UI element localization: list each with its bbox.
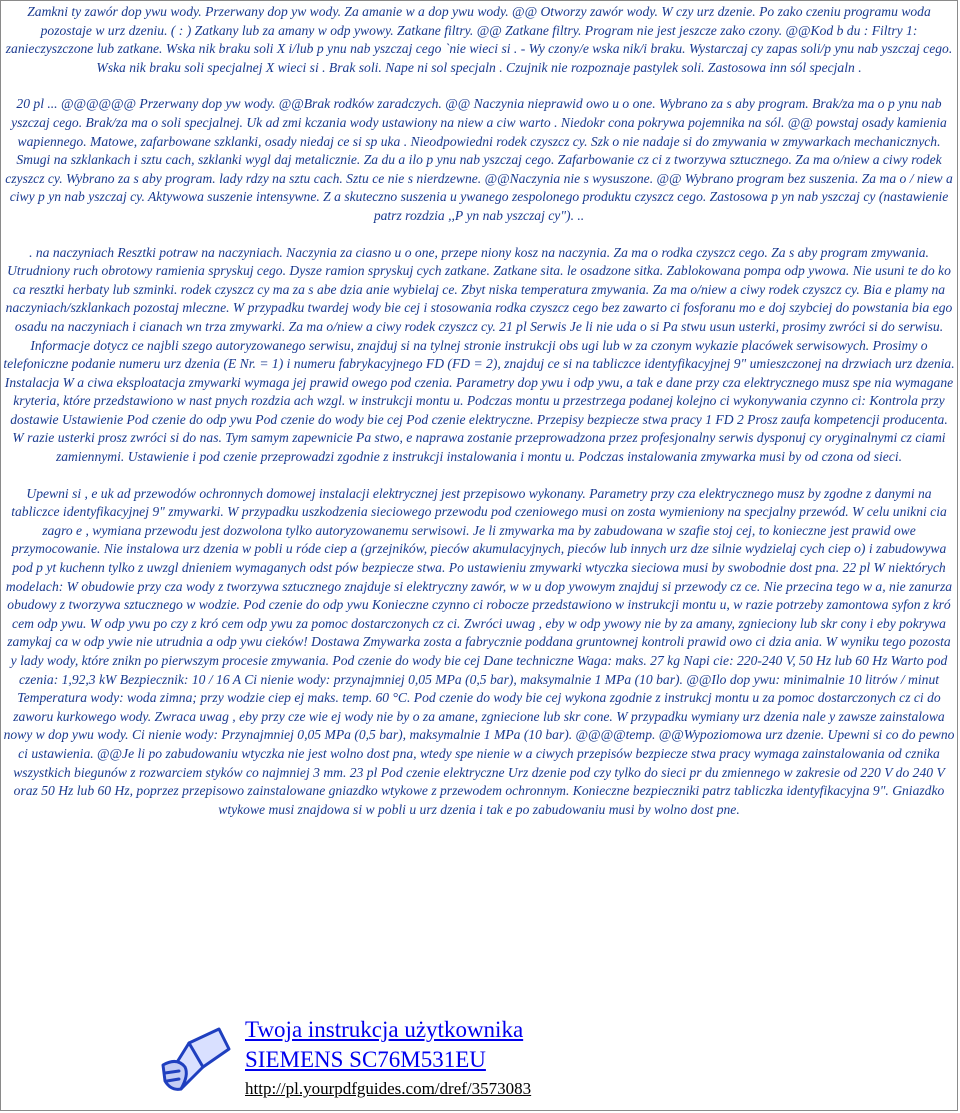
document-body xyxy=(1,1,957,819)
paragraph-service-installation: . na naczyniach Resztki potraw na naczyniach. Naczynia za ciasno u o one, przepe niony kosz na naczynia. Za ma o rodka czyszcz cego. Za s aby program zmywania. Utrudniony ruch obrotowy ramienia spryskuj cego. Dysze ramion spryskuj cych zatkane. Zatkane sita. le osadzone sitka. Zablokowana pompa odp ywowa. Nie usuni te do ko ca resztki herbaty lub szminki. rodek czyszcz cy ma za s abe dzia anie wybielaj ce. Zbyt niska temperatura zmywania. Za ma o/niew a ciwy rodek czyszcz cy. Bia e plamy na naczyniach/szklankach pozostaj mleczne. W przypadku twardej wody bie cej i stosowania rodka czyszcz cego bez zawarto ci fosforanu mo e doj szybciej do powstania bia ego osadu na naczyniach i cianach wn trza zmywarki. Za ma o/niew a ciwy rodek czyszcz cy. 21 pl Serwis Je li nie uda o si Pa stwu usun usterki, prosimy zwróci si do serwisu. Informacje dotycz ce najbli szego autoryzowanego serwisu, znajduj si na tylnej stronie instrukcji obs ugi lub w za czonym wykazie placówek serwisowych. Prosimy o telefoniczne podanie numeru urz dzenia (E Nr. = 1) i numeru fabrykacyjnego FD (FD = 2), znajduj ce si na tabliczce identyfikacyjnej 9" umieszczonej na drzwiach urz dzenia. Instalacja W a ciwa eksploatacja zmywarki wymaga jej prawid owego pod czenia. Parametry dop ywu i odp ywu, a tak e dane przy cza elektrycznego musz spe nia wymagane kryteria, które przedstawiono w nast pnych rozdzia ach wzgl. w instrukcji montu u. Podczas montu u przestrzega podanej kolejno ci wykonywania czynno ci: Kontrola przy dostawie Ustawienie Pod czenie do odp ywu Pod czenie do wody bie cej Pod czenie elektryczne. Przepisy bezpiecze stwa pracy 1 FD 2 Prosz zaufa kompetencji producenta. W razie usterki prosz zwróci si do nas. Tym samym zapewnicie Pa stwo, e naprawa zostanie przeprowadzona przez profesjonalny serwis dysponuj cy oryginalnymi cz ciami zamiennymi. Ustawienie i pod czenie przeprowadzi zgodnie z instrukcji instalowania i montu u. Podczas instalowania zmywarka musi by od czona od sieci. xyxy=(3,244,955,465)
paragraph-electrical-connection: Upewni si , e uk ad przewodów ochronnych domowej instalacji elektrycznej jest przepisowo wykonany. Parametry przy cza elektrycznego musz by zgodne z danymi na tabliczce identyfikacyjnej 9" zmywarki. W przypadku uszkodzenia sieciowego przewodu pod czeniowego musi on zosta wymieniony na specjalny przewód. W celu unikni cia zagro e , wymiana przewodu jest dozwolona tylko autoryzowanemu serwisowi. Je li zmywarka ma by zabudowana w szafie stoj cej, to konieczne jest prawid owe przymocowanie. Nie instalowa urz dzenia w pobli u róde ciep a (grzejników, pieców akumulacyjnych, pieców lub innych urz dze silnie wydzielaj cych ciep o) i zabudowywa pod p yt kuchenn tylko z uwzgl dnieniem wymaganych odst pów bezpiecze stwa. Po ustawieniu zmywarki wtyczka sieciowa musi by swobodnie dost pna. 22 pl W niektórych modelach: W obudowie przy cza wody z tworzywa sztucznego znajduje si elektryczny zawór, w w u dop ywowym znajduj si przewody cz ce. Nie przecina tego w a, nie zanurza obudowy z tworzywa sztucznego w wodzie. Pod czenie do odp ywu Konieczne czynno ci robocze przedstawiono w instrukcji montu u, w razie potrzeby zamontowa syfon z kró cem odp ywu. W odp ywu po czy z kró cem odp ywu za pomoc dostarczonych cz ci. Zwróci uwag , eby w odp ywowy nie by za amany, zgnieciony lub skr cony i eby pokrywa zamykaj ca w odp ywie nie utrudnia a odp ywu cieków! Dostawa Zmywarka zosta a fabrycznie poddana gruntownej kontroli prawid owo ci dzia ania. W wyniku tego pozosta y lady wody, które znikn po pierwszym procesie zmywania. Pod czenie do wody bie cej Dane techniczne Waga: maks. 27 kg Napi cie: 220-240 V, 50 Hz lub 60 Hz Warto pod czenia: 1,92,3 kW Bezpiecznik: 10 / 16 A Ci nienie wody: przynajmniej 0,05 MPa (0,5 bar), maksymalnie 1 MPa (10 bar). @@Ilo dop ywu: minimalnie 10 litrów / minut Temperatura wody: woda zimna; przy wodzie ciep ej maks. temp. 60 °C. Pod czenie do wody bie cej wykona zgodnie z instrukcj montu u za pomoc dostarczonych cz ci do zaworu kurkowego wody. Zwraca uwag , eby przy cze wie ej wody nie by o za amane, zgniecione lub skr cone. W przypadku wymiany urz dzenia nale y zawsze zainstalowa nowy w dop ywu wody. Ci nienie wody: Przynajmniej 0,05 MPa (0,5 bar), maksymalnie 1 MPa (10 bar). @@@@temp. @@Wypoziomowa urz dzenie. Upewni si co do pewno ci ustawienia. @@Je li po zabudowaniu wtyczka nie jest wolno dost pna, wtedy spe nienie w a ciwych przepisów bezpiecze stwa pracy wymaga zainstalowania od cznika wszystkich biegunów z rozwarciem styków co najmniej 3 mm. 23 pl Pod czenie elektryczne Urz dzenie pod czy tylko do sieci pr du zmiennego w zakresie od 220 V do 240 V oraz 50 Hz lub 60 Hz, poprzez przepisowo zainstalowane gniazdko wtykowe z przewodem ochronnym. Konieczne bezpieczniki patrz tabliczka identyfikacyjna 9". Gniazdko wtykowe musi znajdowa si w pobli u urz dzenia i tak e po zabudowaniu musi by wolno dost pne. xyxy=(3,485,955,817)
document-hand-logo-icon xyxy=(159,1019,233,1095)
manual-title-link[interactable]: Twoja instrukcja użytkownika xyxy=(245,1017,524,1042)
paragraph-gap xyxy=(3,467,955,485)
paragraph-gap xyxy=(3,77,955,95)
paragraph-troubleshooting-results: 20 pl ... @@@@@@ Przerwany dop yw wody. @@Brak rodków zaradczych. @@ Naczynia nieprawid owo u o one. Wybrano za s aby program. Brak/za ma o p ynu nab yszczaj cego. Brak/za ma o soli specjalnej. Uk ad zmi kczania wody ustawiony na niew a ciw warto . Niedokr cona pokrywa pojemnika na sól. @@ powstaj osady kamienia wapiennego. Matowe, zafarbowane szklanki, osady niedaj ce si sp uka . Nieodpowiedni rodek czyszcz cy. Szk o nie nadaje si do zmywania w zmywarkach mechanicznych. Smugi na szklankach i sztu cach, szklanki wygl daj metalicznie. Za du a ilo p ynu nab yszczaj cego. Zafarbowanie cz ci z tworzywa sztucznego. Za ma o/niew a ciwy rodek czyszcz cy. Wybrano za s aby program. lady rdzy na sztu cach. Sztu ce nie s nierdzewne. @@Naczynia nie s wysuszone. @@ Wybrano program bez suszenia. Za ma o / niew a ciwy p yn nab yszczaj cy. Aktywowa suszenie intensywne. Z a skuteczno suszenia u ywanego zespolonego produktu czyszcz cego. Zastosowa p yn nab yszczaj cy (nastawienie patrz rozdzia ,,P yn nab yszczaj cy"). .. xyxy=(5,96,953,223)
footer xyxy=(159,1015,659,1107)
paragraph-troubleshooting-water: Zamkni ty zawór dop ywu wody. Przerwany dop yw wody. Za amanie w a dop ywu wody. @@ Otworzy zawór wody. W czy urz dzenie. Po zako czeniu programu woda pozostaje w urz dzeniu. ( : ) Zatkany lub za amany w odp ywowy. Zatkane filtry. @@ Zatkane filtry. Program nie jest jeszcze zako czony. @@Kod b du : Filtry 1: zanieczyszczone lub zatkane. Wska nik braku soli X i/lub p ynu nab yszczaj cego `nie wieci si . - Wy czony/e wska nik/i braku. Wystarczaj cy zapas soli/p ynu nab yszczaj cego. Wska nik braku soli specjalnej X wieci si . Brak soli. Nape ni sol specjaln . Czujnik nie rozpoznaje pastylek soli. Zastosowa inn sól specjaln . xyxy=(5,4,953,75)
paragraph-gap xyxy=(3,226,955,244)
model-name-link[interactable]: SIEMENS SC76M531EU xyxy=(245,1047,486,1072)
footer-text xyxy=(245,1015,531,1101)
source-url-link[interactable]: http://pl.yourpdfguides.com/dref/3573083 xyxy=(245,1079,532,1098)
